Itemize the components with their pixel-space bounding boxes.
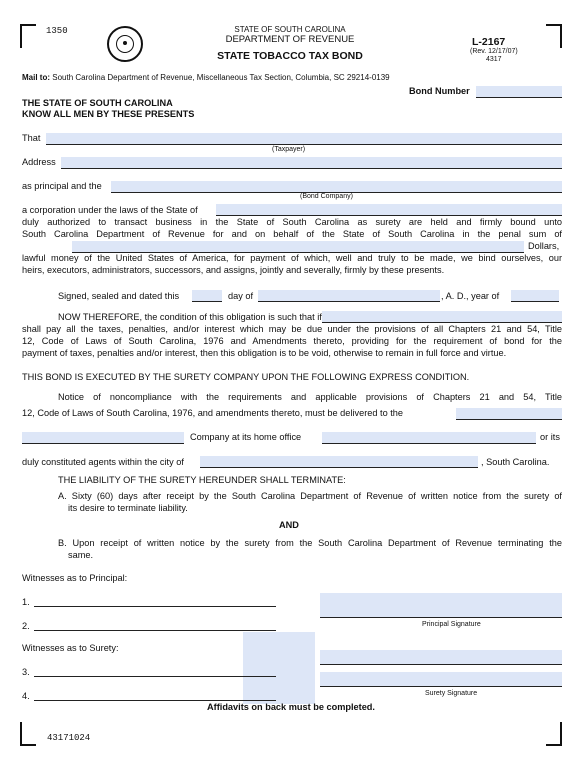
- liability-heading: THE LIABILITY OF THE SURETY HEREUNDER SHALL TERMINATE:: [58, 475, 346, 485]
- signed-label: Signed, sealed and dated this: [58, 291, 180, 301]
- mail-to-label: Mail to:: [22, 73, 50, 82]
- witness-1-line[interactable]: [34, 605, 276, 607]
- bond-company-caption: (Bond Company): [300, 193, 353, 200]
- surety-name-line: [320, 663, 562, 665]
- signed-month-field[interactable]: [258, 290, 440, 302]
- principal-signature-caption: Principal Signature: [422, 621, 481, 628]
- para2-line2: 12, Code of Laws of South Carolina, 1976 and Amendments thereto, providing for the requirement of bond for the: [22, 336, 562, 346]
- ad-year-label: , A. D., year of: [441, 291, 500, 301]
- notice-line2: 12, Code of Laws of South Carolina, 1976, and amendments thereto, must be delivered to the: [22, 408, 404, 418]
- mail-to-address: South Carolina Department of Revenue, Miscellaneous Tax Section, Columbia, SC 29214-0139: [52, 73, 390, 82]
- para1-line2: South Carolina Department of Revenue for and on behalf of the State of South Carolina in the penal sum of: [22, 229, 562, 239]
- and-label: AND: [279, 520, 299, 530]
- taxpayer-caption: (Taxpayer): [272, 146, 306, 153]
- footer-note: Affidavits on back must be completed.: [207, 702, 375, 712]
- witness-3-number: 3.: [22, 667, 30, 677]
- bond-number-label: Bond Number: [409, 86, 470, 96]
- corner-mark-top-right: [546, 24, 562, 48]
- agency-line1: STATE OF SOUTH CAROLINA: [234, 25, 346, 34]
- item-a-line2: its desire to terminate liability.: [68, 503, 188, 513]
- now-therefore-label: NOW THEREFORE, the condition of this obligation is such that if: [58, 312, 322, 322]
- corner-mark-bottom-right: [546, 722, 562, 746]
- address-label: Address: [22, 157, 56, 167]
- south-carolina-label: , South Carolina.: [481, 457, 550, 467]
- heading-know-all: KNOW ALL MEN BY THESE PRESENTS: [22, 109, 195, 119]
- seal-area-field[interactable]: [243, 632, 315, 704]
- form-title: STATE TOBACCO TAX BOND: [217, 50, 363, 62]
- signed-day-field[interactable]: [192, 290, 222, 302]
- para1-line4: heirs, executors, administrators, successors, and assigns, jointly and severally, firmly by these presents.: [22, 265, 445, 275]
- home-office-field[interactable]: [322, 432, 536, 444]
- item-b-line2: same.: [68, 550, 94, 560]
- corporation-label: a corporation under the laws of the State of: [22, 205, 198, 215]
- agent-city-field[interactable]: [200, 456, 478, 468]
- bottom-left-code: 43171024: [47, 733, 91, 743]
- day-of-label: day of: [228, 291, 254, 301]
- para2-line1: shall pay all the taxes, penalties, and/or interest which may be due under the provisions of all Chapters 21 and 54, Title: [22, 324, 562, 334]
- corner-mark-top-left: [20, 24, 36, 48]
- executed-condition: THIS BOND IS EXECUTED BY THE SURETY COMPANY UPON THE FOLLOWING EXPRESS CONDITION.: [22, 372, 470, 382]
- witness-4-line[interactable]: [34, 699, 276, 701]
- address-field[interactable]: [61, 157, 562, 169]
- corner-mark-bottom-left: [20, 722, 36, 746]
- para1-line3: lawful money of the United States of America, for payment of which, well and truly to be made, we bind ourselves, our: [22, 253, 562, 263]
- dollars-label: Dollars,: [528, 241, 560, 251]
- state-seal-logo: [107, 26, 143, 62]
- mail-to-line: [22, 73, 390, 82]
- item-b-line1: B. Upon receipt of written notice by the surety from the South Carolina Department of Revenue terminating the: [58, 538, 562, 548]
- top-left-code: 1350: [46, 26, 68, 36]
- para1-line1: duly authorized to transact business in the State of South Carolina as surety are held and firmly bound unto: [22, 217, 562, 227]
- agency-line2: DEPARTMENT OF REVENUE: [225, 34, 355, 45]
- bond-number-field[interactable]: [476, 86, 562, 98]
- surety-signature-field[interactable]: [320, 672, 562, 686]
- form-code: 4317: [486, 56, 502, 63]
- corporation-state-field[interactable]: [216, 204, 562, 216]
- principal-signature-line: [320, 616, 562, 618]
- penal-sum-field[interactable]: [72, 241, 524, 253]
- company-name-field[interactable]: [22, 432, 184, 444]
- principal-label: as principal and the: [22, 181, 102, 191]
- witnesses-principal-label: Witnesses as to Principal:: [22, 573, 128, 583]
- signed-year-field[interactable]: [511, 290, 559, 302]
- witness-2-line[interactable]: [34, 629, 276, 631]
- taxpayer-field[interactable]: [46, 133, 562, 145]
- notice-line1: Notice of noncompliance with the requirements and applicable provisions of Chapters 21 and 54, Title: [58, 392, 562, 402]
- witness-4-number: 4.: [22, 691, 30, 701]
- surety-name-field[interactable]: [320, 650, 562, 664]
- surety-signature-caption: Surety Signature: [425, 690, 478, 697]
- or-its-label: or its: [540, 432, 560, 442]
- witness-2-number: 2.: [22, 621, 30, 631]
- that-label: That: [22, 133, 41, 143]
- para2-line3: payment of taxes, penalties and/or interest, then this obligation is to be void, otherwise to remain in full force and virtue.: [22, 348, 507, 358]
- witness-3-line[interactable]: [34, 675, 276, 677]
- company-home-office-label: Company at its home office: [190, 432, 302, 442]
- duly-agents-label: duly constituted agents within the city of: [22, 457, 184, 467]
- deliver-to-field[interactable]: [456, 408, 562, 420]
- witnesses-surety-label: Witnesses as to Surety:: [22, 643, 119, 653]
- bond-company-field[interactable]: [111, 181, 562, 193]
- principal-signature-field[interactable]: [320, 593, 562, 617]
- item-a-line1: A. Sixty (60) days after receipt by the South Carolina Department of Revenue of written notice from the surety of: [58, 491, 562, 501]
- heading-state: THE STATE OF SOUTH CAROLINA: [22, 98, 173, 108]
- form-number: L-2167: [472, 36, 506, 48]
- witness-1-number: 1.: [22, 597, 30, 607]
- obligor-field[interactable]: [322, 311, 562, 323]
- surety-signature-line: [320, 685, 562, 687]
- form-revision: (Rev. 12/17/07): [470, 48, 518, 55]
